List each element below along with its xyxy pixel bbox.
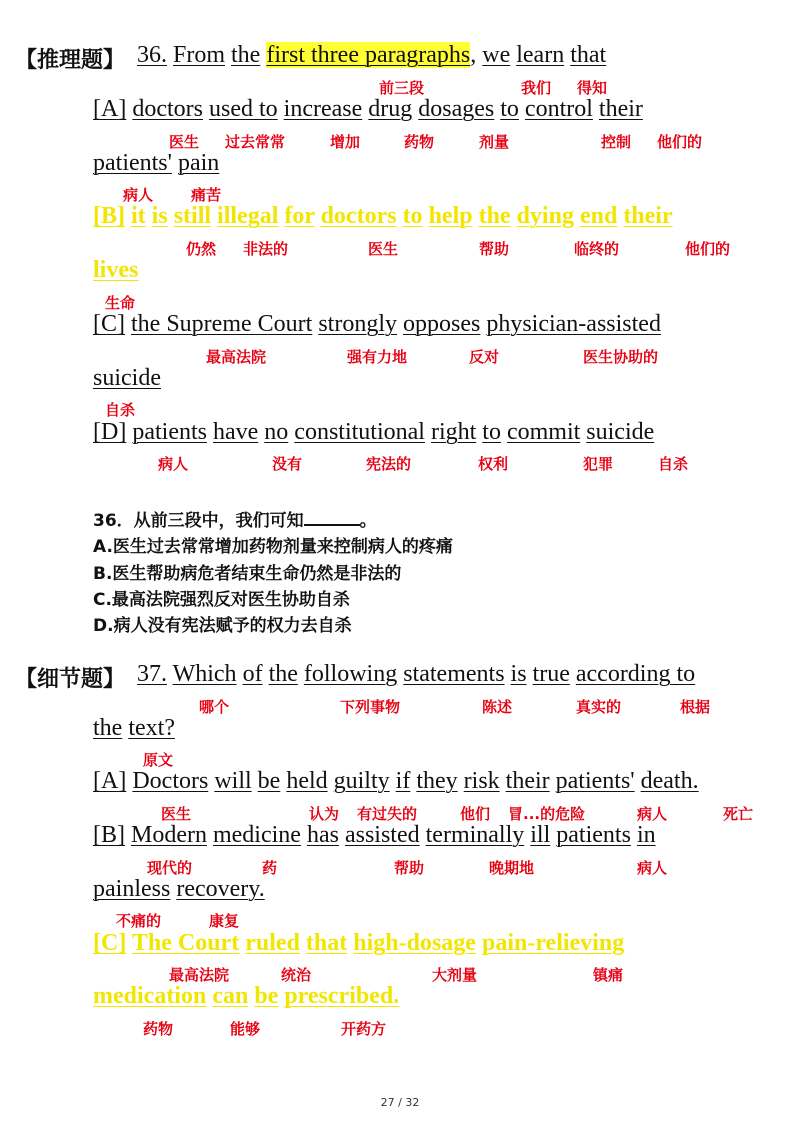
word: has: [306, 822, 339, 848]
question-type-tag: 【推理题】: [15, 48, 126, 73]
q36-translation-c: C.最高法院强烈反对医生协助自杀: [93, 590, 350, 610]
word: [D]: [93, 419, 127, 445]
q36-translation-stem: [93, 506, 377, 531]
gloss: 冒...的危险: [508, 805, 586, 823]
q36-option-d-text: [93, 419, 654, 445]
word: the: [93, 715, 123, 741]
word: the: [268, 661, 298, 687]
q36-option-c-line2: [93, 365, 161, 392]
gloss: 药物: [404, 133, 435, 151]
word: end: [579, 203, 618, 229]
word: Modern: [131, 822, 207, 848]
word: The Court: [131, 930, 240, 956]
gloss: 能够: [230, 1020, 261, 1038]
gloss: 原文: [143, 751, 174, 769]
word: no: [264, 419, 289, 445]
q37-option-c-line1: [93, 930, 624, 957]
gloss: 增加: [330, 133, 361, 151]
word: in: [636, 822, 656, 848]
word: 37.: [137, 661, 167, 687]
word: to: [402, 203, 423, 229]
word: high-dosage: [353, 930, 476, 956]
word: their: [623, 203, 673, 229]
gloss: 真实的: [576, 698, 622, 716]
q37-option-b-line1: [93, 822, 656, 849]
q36-translation-stem-text: 36．从前三段中，我们可知: [93, 511, 304, 531]
word: painless: [93, 876, 171, 902]
current-page: 27: [380, 1096, 395, 1109]
gloss: 康复: [209, 912, 240, 930]
word: statements: [403, 661, 505, 687]
q37-option-c-answer-text: [93, 930, 624, 956]
word: that: [305, 930, 348, 956]
gloss: 他们的: [657, 133, 703, 151]
word: pain-relieving: [481, 930, 625, 956]
q36-option-c-line1: [93, 311, 661, 338]
gloss: 死亡: [723, 805, 754, 823]
gloss: 反对: [469, 348, 500, 366]
word: according to: [575, 661, 696, 687]
word: learn: [516, 42, 565, 68]
gloss: 病人: [637, 859, 668, 877]
word: of: [242, 661, 263, 687]
gloss: 得知: [577, 79, 608, 97]
word: assisted: [344, 822, 420, 848]
q36-option-c-text-cont: [93, 365, 161, 391]
word: the: [231, 42, 261, 68]
gloss: 统治: [281, 966, 312, 984]
word: first three paragraphs: [266, 42, 471, 68]
gloss: 医生协助的: [583, 348, 659, 366]
word: held: [286, 768, 328, 794]
gloss: 最高法院: [169, 966, 230, 984]
q36-option-a-line1: [93, 96, 643, 123]
gloss: 帮助: [479, 240, 510, 258]
q36-option-b-answer-text-cont: [93, 257, 138, 283]
q36-translation-b: B.医生帮助病危者结束生命仍然是非法的: [93, 564, 402, 584]
word: that: [570, 42, 607, 68]
q37-stem-line1: [137, 661, 695, 688]
word: risk: [463, 768, 500, 794]
word: suicide: [586, 419, 655, 445]
word: have: [212, 419, 259, 445]
gloss: 不痛的: [116, 912, 162, 930]
word: ill: [530, 822, 551, 848]
word: pain: [177, 150, 220, 176]
gloss: 镇痛: [593, 966, 624, 984]
word: [A]: [93, 768, 127, 794]
gloss: 认为: [309, 805, 340, 823]
q36-stem-text: [137, 42, 606, 68]
word: From: [173, 42, 226, 68]
gloss: 他们: [460, 805, 491, 823]
gloss: 药: [262, 859, 278, 877]
gloss: 病人: [637, 805, 668, 823]
gloss: 没有: [272, 455, 303, 473]
word: Doctors: [132, 768, 209, 794]
word: patients: [556, 822, 631, 848]
word: [C]: [93, 311, 125, 337]
gloss: 非法的: [243, 240, 289, 258]
word: suicide: [93, 365, 161, 391]
q36-translation-stem-end: 。: [359, 511, 377, 531]
q37-option-b-text-cont: [93, 876, 265, 902]
gloss: 病人: [158, 455, 189, 473]
gloss: 开药方: [341, 1020, 387, 1038]
word: doctors: [320, 203, 397, 229]
word: the: [478, 203, 511, 229]
word: [A]: [93, 96, 127, 122]
q37-option-b-line2: [93, 876, 265, 903]
word: constitutional: [294, 419, 425, 445]
word: to: [500, 96, 519, 122]
word: prescribed.: [284, 983, 400, 1009]
word: Which: [172, 661, 237, 687]
gloss: 医生: [161, 805, 192, 823]
word: 36.: [137, 42, 167, 68]
q37-stem-text: [137, 661, 695, 687]
word: will: [214, 768, 252, 794]
gloss: 帮助: [394, 859, 425, 877]
word: to: [482, 419, 501, 445]
word: they: [416, 768, 458, 794]
gloss: 病人: [123, 186, 154, 204]
gloss: 权利: [478, 455, 509, 473]
word: their: [598, 96, 643, 122]
word: lives: [93, 257, 139, 283]
gloss: 最高法院: [206, 348, 267, 366]
q36-option-b-line1: [93, 203, 673, 230]
word: terminally: [425, 822, 525, 848]
q37-stem-text-cont: [93, 715, 175, 741]
gloss: 他们的: [685, 240, 731, 258]
word: increase: [283, 96, 363, 122]
word: control: [524, 96, 593, 122]
gloss: 根据: [680, 698, 711, 716]
gloss: 自杀: [105, 401, 136, 419]
q36-option-a-text: [93, 96, 643, 122]
punctuation: ,: [470, 42, 477, 68]
word: [B]: [93, 203, 125, 229]
word: strongly: [318, 311, 397, 337]
gloss: 生命: [105, 294, 136, 312]
gloss: 陈述: [482, 698, 513, 716]
q37-stem-line2: [93, 715, 175, 742]
word: we: [482, 42, 511, 68]
word: commit: [506, 419, 581, 445]
gloss: 哪个: [199, 698, 230, 716]
word: illegal: [217, 203, 279, 229]
q36-option-b-line2: [93, 257, 138, 284]
word: medicine: [212, 822, 301, 848]
gloss: 剂量: [479, 133, 510, 151]
word: patients: [132, 419, 207, 445]
gloss: 仍然: [186, 240, 217, 258]
word: patients': [555, 768, 635, 794]
q36-translation-a: A.医生过去常常增加药物剂量来控制病人的疼痛: [93, 537, 453, 557]
q37-option-a-line1: [93, 768, 699, 795]
word: help: [428, 203, 473, 229]
q37-option-c-answer-text-cont: [93, 983, 399, 1009]
word: for: [284, 203, 315, 229]
gloss: 强有力地: [347, 348, 408, 366]
gloss: 宪法的: [366, 455, 412, 473]
word: ruled: [245, 930, 300, 956]
q36-option-b-answer-text: [93, 203, 673, 229]
q36-option-a-text-cont: [93, 150, 219, 176]
word: be: [257, 768, 281, 794]
word: [B]: [93, 822, 125, 848]
gloss: 过去常常: [225, 133, 286, 151]
answer-blank: [304, 510, 360, 526]
word: death.: [640, 768, 699, 794]
q36-translation-d: D.病人没有宪法赋予的权力去自杀: [93, 616, 352, 636]
gloss: 自杀: [658, 455, 689, 473]
gloss: 晚期地: [489, 859, 535, 877]
gloss: 药物: [143, 1020, 174, 1038]
word: doctors: [132, 96, 203, 122]
gloss: 下列事物: [340, 698, 401, 716]
q36-option-a-line2: [93, 150, 219, 177]
word: physician-assisted: [486, 311, 661, 337]
gloss: 痛苦: [191, 186, 222, 204]
word: if: [395, 768, 411, 794]
q37-option-a-text: [93, 768, 699, 794]
gloss: 犯罪: [583, 455, 614, 473]
q36-option-d-line1: [93, 419, 654, 446]
gloss: 我们: [521, 79, 552, 97]
word: be: [254, 983, 279, 1009]
word: can: [212, 983, 249, 1009]
word: true: [532, 661, 570, 687]
word: recovery.: [176, 876, 265, 902]
word: is: [510, 661, 527, 687]
page-number: [0, 1096, 800, 1109]
word: medication: [93, 983, 207, 1009]
word: the Supreme Court: [131, 311, 313, 337]
word: patients': [93, 150, 172, 176]
word: dosages: [418, 96, 495, 122]
word: used to: [208, 96, 278, 122]
gloss: 大剂量: [432, 966, 478, 984]
gloss: 医生: [169, 133, 200, 151]
gloss: 有过失的: [357, 805, 418, 823]
word: right: [430, 419, 477, 445]
word: opposes: [402, 311, 481, 337]
word: it: [131, 203, 146, 229]
word: dying: [516, 203, 574, 229]
q36-stem-line: [137, 42, 606, 69]
gloss: 前三段: [379, 79, 425, 97]
q37-option-b-text: [93, 822, 656, 848]
word: text?: [128, 715, 175, 741]
gloss: 医生: [368, 240, 399, 258]
page-separator: /: [398, 1096, 402, 1109]
word: drug: [368, 96, 413, 122]
gloss: 控制: [601, 133, 632, 151]
gloss: 临终的: [574, 240, 620, 258]
word: their: [505, 768, 550, 794]
word: still: [173, 203, 212, 229]
total-pages: 32: [405, 1096, 420, 1109]
question-type-tag: 【细节题】: [15, 667, 126, 692]
word: guilty: [333, 768, 390, 794]
word: following: [303, 661, 398, 687]
word: [C]: [93, 930, 127, 956]
q37-option-c-line2: [93, 983, 399, 1010]
q36-option-c-text: [93, 311, 661, 337]
gloss: 现代的: [147, 859, 193, 877]
word: is: [151, 203, 168, 229]
